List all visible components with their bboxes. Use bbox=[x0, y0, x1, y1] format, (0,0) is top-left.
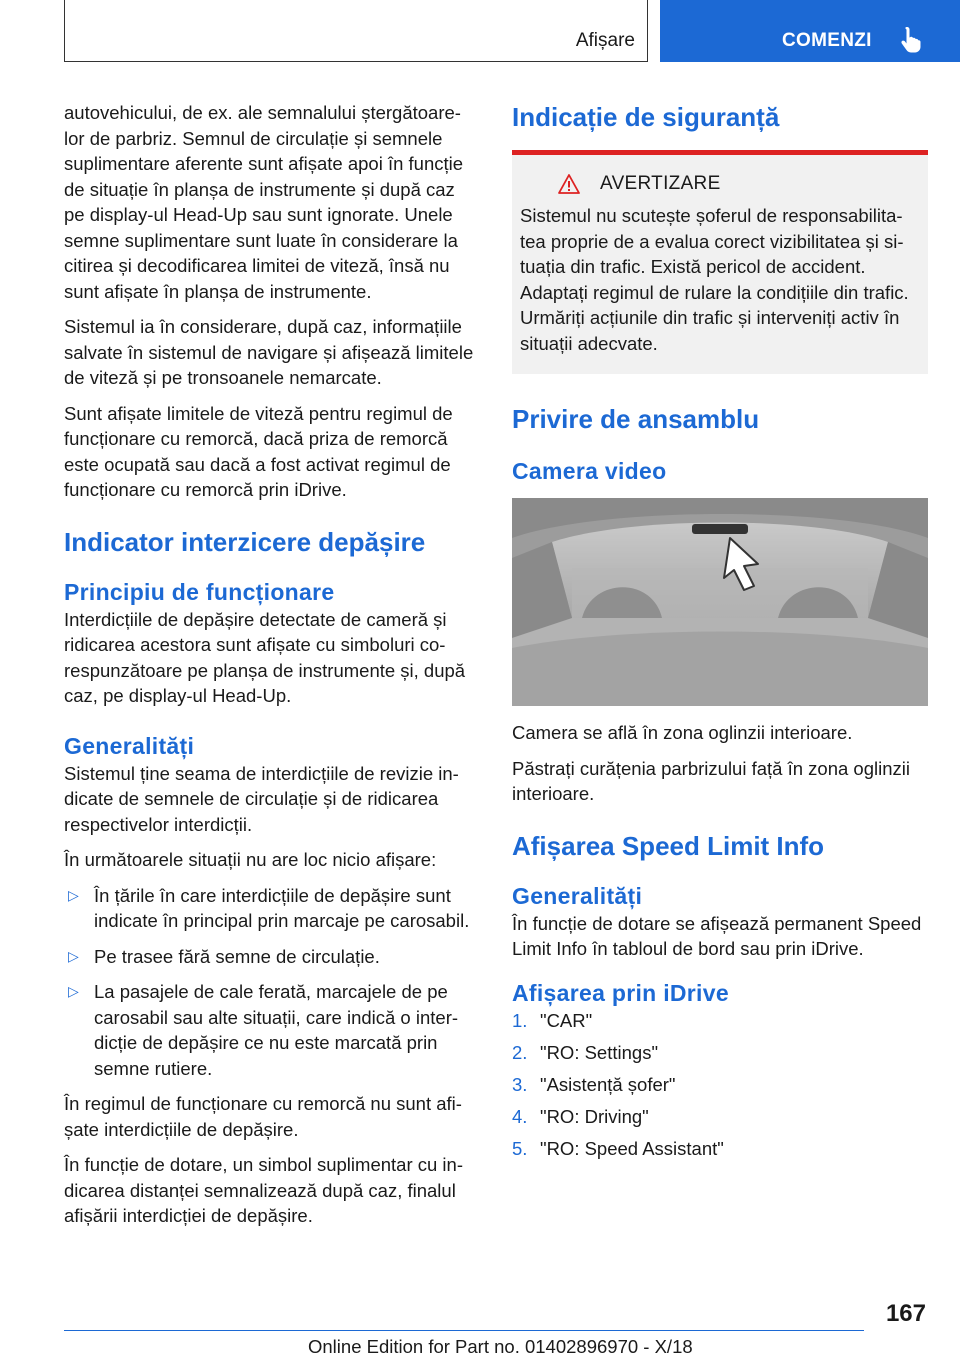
triangle-bullet-icon: ▷ bbox=[68, 983, 79, 999]
list-item: 5. "RO: Speed Assistant" bbox=[512, 1137, 724, 1159]
page-number: 167 bbox=[885, 1300, 926, 1327]
paragraph: În funcție de dotare se afișează permanent Speed Limit Info în tabloul de bord sau prin iDrive. bbox=[512, 912, 922, 959]
heading-prin-idrive: Afișarea prin iDrive bbox=[512, 979, 729, 1006]
steps-list bbox=[512, 1008, 928, 1162]
warning-triangle-icon bbox=[558, 174, 580, 194]
heading-privire: Privire de ansamblu bbox=[512, 404, 760, 434]
list-item: ▷ Pe trasee fără semne de circulație. bbox=[64, 944, 478, 970]
heading-afisarea: Afișarea Speed Limit Info bbox=[512, 830, 825, 861]
header-section-box bbox=[64, 0, 648, 62]
paragraph: În următoarele situații nu are loc nicio afișare: bbox=[64, 849, 437, 870]
list-item: 1. "CAR" bbox=[512, 1009, 593, 1031]
bullet-list bbox=[64, 883, 478, 1082]
paragraph: autovehicului, de ex. ale semnalului ștergătoare-lor de parbriz. Semnul de circulație și semnele suplimentare aferente sunt afișate apoi în funcție de situație în planșa de instrumente și după caz pe display-ul Head-Up sau sunt ignorate. Unele semne suplimentare sunt luate în considerare la citirea și decodificarea limitei de viteză, însă nu sunt afișate în planșa de instrumente. bbox=[64, 102, 464, 302]
warning-text: Sistemul nu scutește șoferul de responsabilita-tea proprie de a evalua corect vizibilitatea și si-tuația din trafic. Există pericol de accident. Adaptați regimul de rulare la condițiile din trafic. Urmăriți acțiunile din trafic și interveniți activ în situații adecvate. bbox=[520, 205, 909, 354]
warning-header bbox=[558, 173, 920, 195]
left-column bbox=[64, 100, 478, 1239]
section-title: Afișare bbox=[575, 30, 635, 51]
paragraph: Sistemul ia în considerare, după caz, informațiile salvate în sistemul de navigare și afișează limitele de viteză și pe tronsoanele nemarcate. bbox=[64, 316, 474, 388]
footer-divider bbox=[64, 1330, 864, 1331]
heading-principiu: Principiu de funcționare bbox=[64, 578, 335, 605]
chapter-tab[interactable] bbox=[660, 0, 960, 62]
paragraph: Sunt afișate limitele de viteză pentru regimul de funcționare cu remorcă, dacă priza de remorcă este ocupată sau dacă a fost activat regimul de funcționare cu remorcă prin iDrive. bbox=[64, 402, 453, 500]
heading-generalitati: Generalități bbox=[64, 732, 195, 759]
paragraph: Păstrați curățenia parbrizului față în zona oglinzii interioare. bbox=[512, 757, 910, 804]
warning-box bbox=[512, 150, 928, 374]
camera-location-photo bbox=[512, 498, 928, 706]
list-item: ▷ În țările în care interdicțiile de depășire sunt indicate în principal prin marcaje pe carosabil. bbox=[68, 884, 470, 931]
heading-camera: Camera video bbox=[512, 458, 667, 484]
right-column bbox=[512, 100, 928, 1168]
heading-generalitati-2: Generalități bbox=[512, 882, 643, 909]
heading-siguranta: Indicație de siguranță bbox=[512, 102, 780, 132]
triangle-bullet-icon: ▷ bbox=[68, 947, 79, 964]
paragraph: Interdicțiile de depășire detectate de cameră și ridicarea acestora sunt afișate cu simboluri co-respunzătoare pe planșa de instrumente și, după caz, pe display-ul Head-Up. bbox=[64, 608, 466, 706]
paragraph: Sistemul ține seama de interdicțiile de revizie in-dicate de semnele de circulație și de ridicarea respectivelor interdicții. bbox=[64, 762, 459, 835]
triangle-bullet-icon: ▷ bbox=[68, 886, 79, 903]
warning-label: AVERTIZARE bbox=[600, 173, 721, 194]
paragraph: Camera se află în zona oglinzii interioare. bbox=[512, 722, 853, 743]
list-item: ▷ La pasajele de cale ferată, marcajele de pe carosabil sau alte situații, care indică o inter-dicție de depășire ce nu este marcată prin semne rutiere. bbox=[68, 981, 459, 1079]
paragraph: În funcție de dotare, un simbol suplimentar cu in-dicarea distanței semnalizează după caz, finalul afișării interdicției de depășire. bbox=[64, 1154, 463, 1226]
paragraph: În regimul de funcționare cu remorcă nu sunt afi-șate interdicțiile de depășire. bbox=[64, 1093, 462, 1140]
heading-indicator: Indicator interzicere depășire bbox=[64, 526, 426, 557]
edition-text: Online Edition for Part no. 01402896970 - X/18 bbox=[308, 1336, 693, 1357]
list-item: 2. "RO: Settings" bbox=[512, 1041, 659, 1063]
list-item: 4. "RO: Driving" bbox=[512, 1105, 649, 1127]
hand-pointer-icon bbox=[896, 24, 926, 54]
chapter-label: COMENZI bbox=[782, 30, 872, 51]
list-item: 3. "Asistență șofer" bbox=[512, 1073, 676, 1095]
